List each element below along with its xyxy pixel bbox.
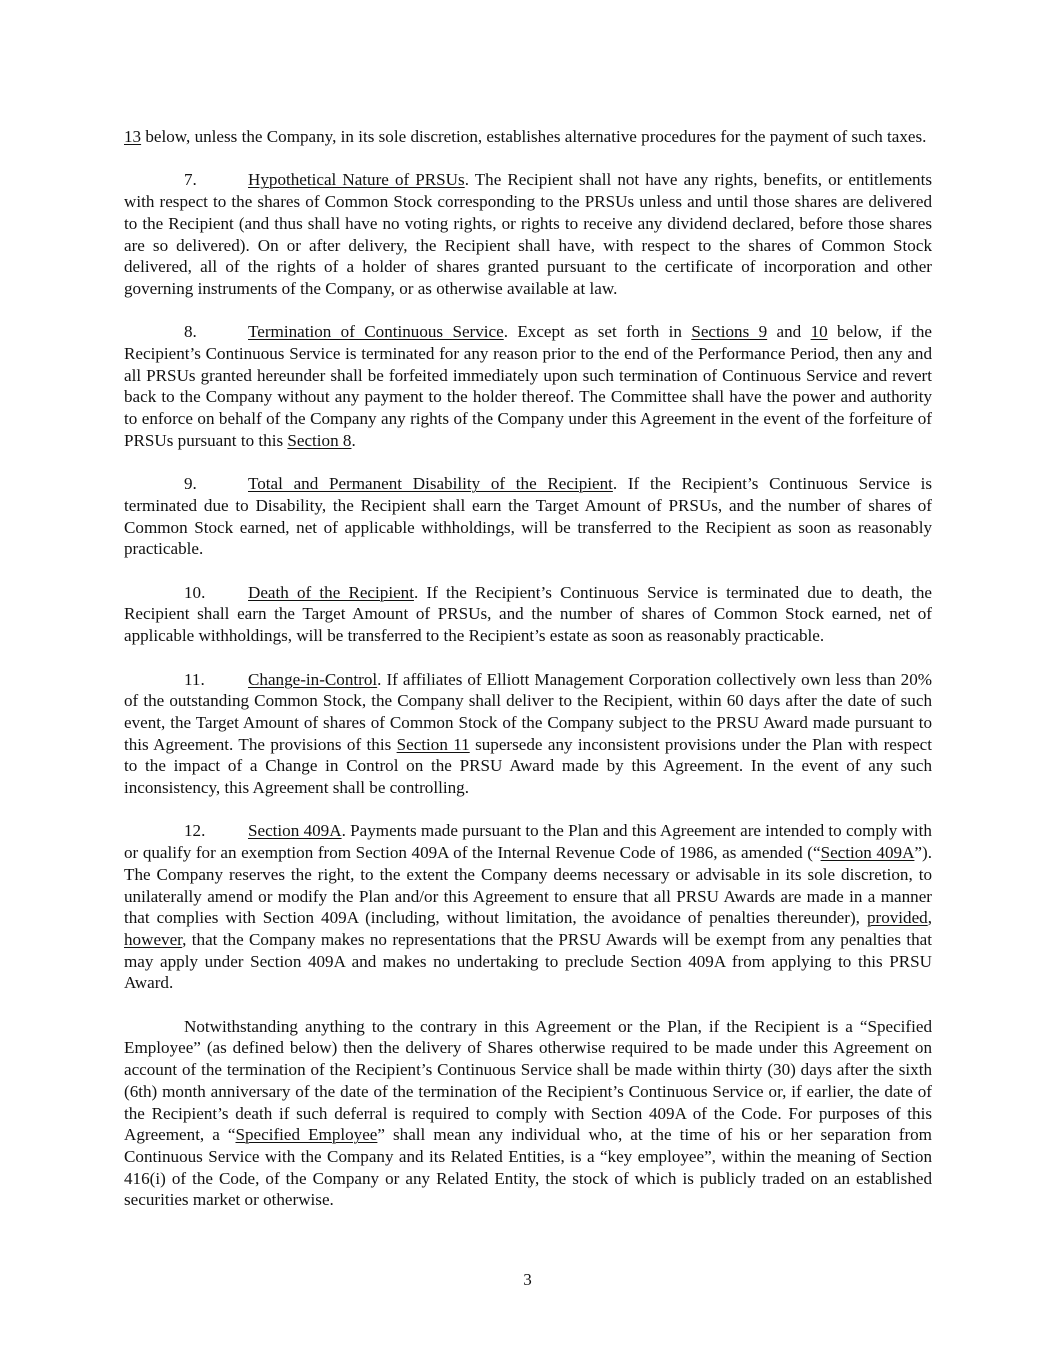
section-reference: Section 8 [287,430,352,450]
section-heading: Death of the Recipient [248,582,414,602]
section-body: . If the Recipient’s Continuous Service is terminated due to Disability, the Recipient shall earn the Target Amount of PRSUs, and the number of shares of Common Stock earned, net of applicable withholdings, will be transferred to the Recipient as soon as reasonably practicable. [124,474,932,559]
emphasis-term: however [124,929,183,949]
section-number: 9. [184,474,197,494]
section-body: , that the Company makes no representations that the PRSU Awards will be exempt from any penalties that may apply under Section 409A and makes no undertaking to preclude Section 409A from applying to this PRSU Award. [124,929,932,993]
section-body: . The Recipient shall not have any rights, benefits, or entitlements with respect to the shares of Common Stock corresponding to the PRSUs unless and until those shares are delivered to the Recipient (and thus shall have no voting rights, or rights to receive any dividend declared, before those shares are so delivered). On or after delivery, the Recipient shall have, with respect to the shares of Common Stock delivered, all of the rights of a holder of shares granted pursuant to the certificate of incorporation and other governing instruments of the Company, or as otherwise available at law. [124,170,932,298]
section-number: 11. [184,669,205,689]
paragraph-text: ” shall mean any individual who, at the time of his or her separation from Continuous Service with the Company and its Related Entities, is a “key employee”, within the meaning of Section 416(i) of the Code, of the Company or any Related Entity, the stock of which is publicly traded on an established securities market or otherwise. [124,1125,932,1210]
section-heading: Total and Permanent Disability of the Recipient [248,474,613,494]
section-7 [124,169,932,299]
section-number: 8. [184,322,197,342]
continued-paragraph [124,126,932,148]
section-number: 7. [184,170,197,190]
page-number: 3 [523,1270,532,1289]
section-12 [124,820,932,994]
section-body: . [351,430,356,450]
section-reference: Section 11 [396,734,470,754]
section-body: below, if the Recipient’s Continuous Service is terminated for any reason prior to the end of the Performance Period, then any and all PRSUs granted hereunder shall be forfeited immediately upon such termination of Continuous Service and revert back to the Company without any payment to the holder thereof. The Committee shall have the power and authority to enforce on behalf of the Company any rights of the Company under this Agreement in the event of the forfeiture of PRSUs pursuant to this [124,322,933,450]
paragraph-text: Notwithstanding anything to the contrary in this Agreement or the Plan, if the Recipient is a “Specified Employee” (as defined below) then the delivery of Shares otherwise required to be made under this Agreement on account of the termination of the Recipient’s Continuous Service shall be made within thirty (30) days after the sixth (6th) month anniversary of the date of the termination of the Recipient’s Continuous Service or, if earlier, the date of the Recipient’s death if such deferral is required to comply with Section 409A of the Code. For purposes of this Agreement, a “ [124,1016,932,1145]
defined-term: Section 409A [820,843,915,863]
defined-term: Specified Employee [235,1125,378,1145]
section-reference: 13 [124,127,142,146]
section-body: . Except as set forth in [503,322,692,342]
emphasis-term: provided [866,908,928,928]
section-body: and [767,322,811,342]
closing-paragraph [124,1016,932,1211]
paragraph-text: below, unless the Company, in its sole discretion, establishes alternative procedures for the payment of such taxes. [141,127,927,146]
section-reference: 10 [810,322,828,342]
section-11 [124,669,932,799]
section-10 [124,582,932,647]
document-page [124,126,932,1233]
section-body: supersede any inconsistent provisions under the Plan with respect to the impact of a Change in Control on the PRSU Award made by this Agreement. In the event of any such inconsistency, this Agreement shall be controlling. [124,734,932,798]
section-body: ”). The Company reserves the right, to the extent the Company deems necessary or advisable in its sole discretion, to unilaterally amend or modify the Plan and/or this Agreement to ensure that all PRSU Awards are made in a manner that complies with Section 409A (including, without limitation, the avoidance of penalties thereunder), [124,843,932,928]
section-body: . If the Recipient’s Continuous Service is terminated due to death, the Recipient shall earn the Target Amount of PRSUs, and the number of shares of Common Stock earned, net of applicable withholdings, will be transferred to the Recipient’s estate as soon as reasonably practicable. [124,582,932,646]
section-heading: Section 409A [248,821,342,841]
section-9 [124,473,932,560]
section-heading: Termination of Continuous Service [248,322,504,342]
section-reference: Sections 9 [691,322,768,342]
section-heading: Hypothetical Nature of PRSUs [248,170,465,190]
section-body: , [927,908,932,928]
section-number: 12. [184,821,206,841]
section-body: . If affiliates of Elliott Management Corporation collectively own less than 20% of the outstanding Common Stock, the Company shall deliver to the Recipient, within 60 days after the date of such event, the Target Amount of shares of Common Stock of the Company subject to the PRSU Award made pursuant to this Agreement. The provisions of this [124,669,932,754]
section-heading: Change-in-Control [248,669,378,689]
section-8 [124,321,932,451]
section-number: 10. [184,582,206,602]
section-body: . Payments made pursuant to the Plan and this Agreement are intended to comply with or qualify for an exemption from Section 409A of the Internal Revenue Code of 1986, as amended (“ [124,821,932,863]
